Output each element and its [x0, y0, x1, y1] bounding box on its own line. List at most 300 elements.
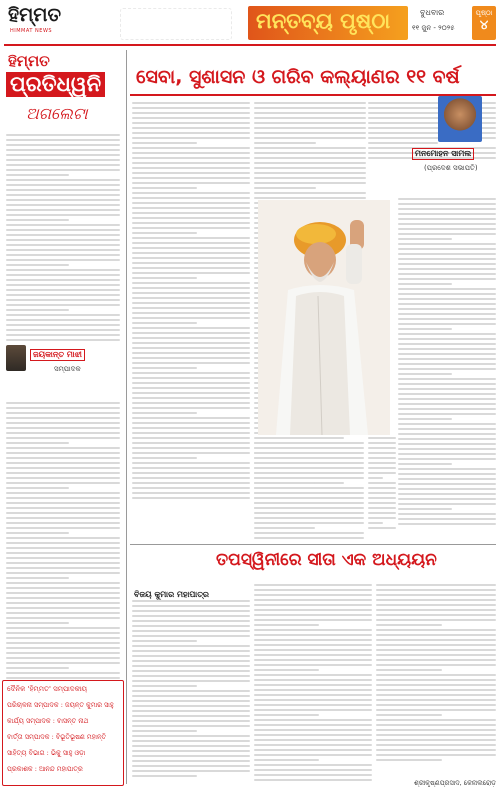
brand-script: ଅଗଲେଟା — [26, 104, 88, 123]
text-line — [398, 408, 496, 410]
text-line — [132, 417, 250, 419]
text-line — [254, 537, 364, 539]
text-line — [368, 467, 396, 469]
text-line — [398, 523, 496, 525]
column-divider — [126, 50, 127, 784]
text-line — [6, 219, 69, 221]
text-line — [132, 477, 250, 479]
brand-big: ପ୍ରତିଧ୍ୱନି — [6, 72, 105, 97]
text-line — [368, 492, 396, 494]
text-line — [254, 754, 372, 756]
text-line — [376, 629, 496, 631]
text-line — [254, 152, 366, 154]
text-line — [132, 422, 250, 424]
text-line — [368, 472, 396, 474]
text-line — [254, 684, 372, 686]
text-line — [132, 700, 250, 702]
text-line — [6, 662, 120, 664]
text-line — [6, 199, 120, 201]
leader-photo — [258, 200, 390, 435]
text-line — [254, 487, 364, 489]
text-line — [254, 482, 315, 484]
text-line — [398, 473, 496, 475]
text-line — [368, 497, 396, 499]
text-line — [6, 487, 69, 489]
text-line — [376, 674, 496, 676]
text-line — [398, 453, 496, 455]
text-line — [368, 477, 383, 479]
text-line — [132, 725, 250, 727]
text-line — [132, 117, 250, 119]
text-line — [132, 755, 250, 757]
text-line — [254, 477, 364, 479]
text-line — [132, 322, 197, 324]
text-line — [132, 447, 250, 449]
text-line — [6, 567, 120, 569]
text-line — [398, 303, 496, 305]
text-line — [398, 333, 496, 335]
text-line — [254, 137, 366, 139]
author-photo — [6, 345, 26, 371]
left-column-text-2 — [6, 400, 120, 720]
text-line — [376, 699, 496, 701]
text-line — [132, 192, 250, 194]
text-line — [376, 584, 496, 586]
text-line — [254, 112, 366, 114]
text-line — [6, 402, 120, 404]
text-line — [398, 428, 496, 430]
text-line — [132, 172, 250, 174]
text-line — [254, 527, 315, 529]
text-line — [132, 492, 250, 494]
second-byline: ବିଜୟ କୁମାର ମହାପାତ୍ର — [134, 590, 209, 599]
main-article-col-2c — [254, 440, 364, 540]
text-line — [398, 458, 496, 460]
text-line — [6, 144, 120, 146]
text-line — [6, 622, 69, 624]
text-line — [376, 634, 496, 636]
page-title: ମନ୍ତବ୍ୟ ପୃଷ୍ଠା — [256, 9, 391, 33]
text-line — [368, 462, 396, 464]
text-line — [132, 187, 197, 189]
text-line — [6, 547, 120, 549]
text-line — [254, 102, 366, 104]
text-line — [368, 487, 396, 489]
text-line — [132, 217, 250, 219]
text-line — [376, 644, 496, 646]
text-line — [132, 347, 250, 349]
text-line — [376, 649, 496, 651]
text-line — [132, 402, 250, 404]
text-line — [6, 482, 120, 484]
text-line — [398, 373, 452, 375]
text-line — [254, 649, 372, 651]
text-line — [254, 614, 372, 616]
text-line — [132, 680, 250, 682]
text-line — [6, 527, 120, 529]
text-line — [254, 599, 372, 601]
text-line — [6, 264, 69, 266]
text-line — [376, 689, 496, 691]
text-line — [398, 518, 496, 520]
text-line — [132, 232, 197, 234]
text-line — [376, 759, 442, 761]
text-line — [254, 472, 364, 474]
text-line — [132, 730, 197, 732]
text-line — [6, 617, 120, 619]
text-line — [376, 594, 496, 596]
text-line — [132, 770, 250, 772]
text-line — [6, 492, 120, 494]
text-line — [254, 452, 364, 454]
text-line — [6, 632, 120, 634]
text-line — [132, 377, 250, 379]
text-line — [132, 157, 250, 159]
text-line — [398, 203, 496, 205]
text-line — [6, 154, 120, 156]
text-line — [6, 457, 120, 459]
text-line — [254, 117, 366, 119]
text-line — [132, 407, 250, 409]
text-line — [6, 189, 120, 191]
text-line — [132, 367, 197, 369]
text-line — [254, 157, 366, 159]
text-line — [376, 734, 496, 736]
text-line — [132, 112, 250, 114]
text-line — [132, 167, 250, 169]
text-line — [398, 238, 452, 240]
text-line — [398, 508, 452, 510]
text-line — [6, 507, 120, 509]
text-line — [6, 462, 120, 464]
text-line — [254, 679, 372, 681]
text-line — [6, 472, 120, 474]
text-line — [132, 605, 250, 607]
text-line — [254, 714, 319, 716]
text-line — [376, 599, 496, 601]
text-line — [6, 194, 120, 196]
text-line — [6, 274, 120, 276]
text-line — [132, 362, 250, 364]
text-line — [6, 542, 120, 544]
text-line — [6, 517, 120, 519]
text-line — [6, 407, 120, 409]
text-line — [376, 664, 496, 666]
text-line — [398, 448, 496, 450]
text-line — [398, 468, 496, 470]
second-article-byline — [134, 582, 254, 599]
footer-note: ଶ୍ରୀକୃଷ୍ଣପ୍ରସାଦ, କେନାଲରୋଡ଼ — [414, 779, 496, 787]
second-headline-bar — [130, 548, 496, 576]
text-line — [254, 764, 372, 766]
text-line — [254, 609, 372, 611]
text-line — [6, 254, 120, 256]
text-line — [132, 705, 250, 707]
text-line — [254, 187, 316, 189]
text-line — [132, 122, 250, 124]
text-line — [6, 314, 120, 316]
text-line — [132, 452, 250, 454]
text-line — [132, 312, 250, 314]
text-line — [6, 259, 120, 261]
text-line — [132, 197, 250, 199]
text-line — [398, 488, 496, 490]
text-line — [6, 174, 69, 176]
text-line — [132, 660, 250, 662]
text-line — [6, 552, 120, 554]
page-number-box — [472, 6, 496, 40]
text-line — [132, 372, 250, 374]
text-line — [368, 437, 396, 439]
text-line — [6, 447, 120, 449]
text-line — [398, 498, 496, 500]
text-line — [132, 630, 250, 632]
text-line — [398, 288, 496, 290]
text-line — [132, 247, 250, 249]
text-line — [6, 637, 120, 639]
text-line — [254, 532, 364, 534]
text-line — [6, 324, 120, 326]
text-line — [376, 604, 496, 606]
text-line — [398, 443, 496, 445]
text-line — [376, 619, 496, 621]
second-article-col-2 — [254, 582, 372, 782]
text-line — [254, 604, 372, 606]
text-line — [132, 277, 197, 279]
text-line — [132, 147, 250, 149]
text-line — [132, 437, 250, 439]
text-line — [376, 714, 442, 716]
text-line — [376, 679, 496, 681]
text-line — [254, 447, 364, 449]
text-line — [6, 294, 120, 296]
text-line — [6, 204, 120, 206]
text-line — [6, 422, 120, 424]
text-line — [132, 670, 250, 672]
text-line — [254, 172, 366, 174]
text-line — [376, 624, 442, 626]
text-line — [6, 244, 120, 246]
text-line — [6, 587, 120, 589]
text-line — [132, 685, 197, 687]
logo-subtitle: HIMMAT NEWS — [10, 28, 53, 34]
text-line — [6, 667, 69, 669]
text-line — [254, 639, 372, 641]
text-line — [132, 457, 197, 459]
text-line — [398, 513, 496, 515]
text-line — [132, 152, 250, 154]
text-line — [376, 739, 496, 741]
text-line — [132, 462, 250, 464]
page-label: ପୃଷ୍ଠା — [475, 9, 493, 17]
text-line — [132, 442, 250, 444]
weekday: ବୁଧବାର — [420, 8, 445, 17]
text-line — [398, 218, 496, 220]
text-line — [376, 669, 442, 671]
text-line — [254, 502, 364, 504]
text-line — [6, 672, 120, 674]
text-line — [398, 278, 496, 280]
text-line — [132, 302, 250, 304]
text-line — [132, 262, 250, 264]
text-line — [6, 209, 120, 211]
text-line — [368, 457, 396, 459]
text-line — [254, 492, 364, 494]
text-line — [132, 107, 250, 109]
text-line — [254, 629, 372, 631]
text-line — [6, 677, 120, 679]
text-line — [132, 297, 250, 299]
text-line — [132, 690, 250, 692]
text-line — [6, 497, 120, 499]
text-line — [132, 412, 197, 414]
text-line — [254, 512, 364, 514]
text-line — [132, 497, 250, 499]
masthead — [0, 0, 500, 46]
text-line — [6, 537, 120, 539]
credits-line-0: ଦୈନିକ 'ହିମ୍ମତ' ସମ୍ପାଦକୀୟ — [7, 685, 88, 693]
author-name: ଜୟକାନ୍ତ ମାଝୀ — [30, 349, 85, 361]
text-line — [132, 760, 250, 762]
text-line — [398, 253, 496, 255]
text-line — [398, 338, 496, 340]
text-line — [6, 229, 120, 231]
text-line — [132, 387, 250, 389]
text-line — [254, 749, 372, 751]
text-line — [254, 719, 372, 721]
text-line — [6, 299, 120, 301]
text-line — [398, 388, 496, 390]
text-line — [398, 503, 496, 505]
text-line — [6, 452, 120, 454]
text-line — [132, 710, 250, 712]
text-line — [6, 289, 120, 291]
text-line — [132, 640, 197, 642]
text-line — [132, 482, 250, 484]
text-line — [132, 472, 250, 474]
main-headline-bar — [130, 64, 496, 96]
text-line — [132, 237, 250, 239]
text-line — [254, 664, 372, 666]
text-line — [398, 213, 496, 215]
text-line — [6, 412, 120, 414]
text-line — [132, 635, 250, 637]
text-line — [398, 478, 496, 480]
text-line — [398, 463, 452, 465]
text-line — [398, 228, 496, 230]
text-line — [6, 437, 120, 439]
text-line — [6, 602, 120, 604]
text-line — [132, 610, 250, 612]
text-line — [132, 212, 250, 214]
text-line — [6, 572, 120, 574]
author-role: ସମ୍ପାଦକ — [54, 365, 81, 373]
text-line — [132, 132, 250, 134]
text-line — [132, 750, 250, 752]
text-line — [398, 438, 496, 440]
text-line — [254, 654, 372, 656]
left-column-text — [6, 132, 120, 342]
text-line — [132, 287, 250, 289]
text-line — [398, 383, 496, 385]
main-author-role: (ପ୍ରଦେଶ ସଭାପତି) — [424, 164, 478, 172]
text-line — [254, 669, 319, 671]
text-line — [254, 734, 372, 736]
text-line — [398, 358, 496, 360]
credits-line-2: କାର୍ଯ୍ୟ ସମ୍ପାଦକ : ବାସନ୍ତ ନାଥ — [7, 717, 89, 725]
text-line — [132, 267, 250, 269]
text-line — [6, 522, 120, 524]
text-line — [6, 284, 120, 286]
text-line — [6, 224, 120, 226]
main-article-col-2 — [254, 100, 366, 210]
text-line — [6, 612, 120, 614]
text-line — [6, 532, 69, 534]
text-line — [6, 557, 120, 559]
text-line — [254, 594, 372, 596]
text-line — [132, 357, 250, 359]
text-line — [376, 639, 496, 641]
text-line — [368, 522, 383, 524]
column-brand-block — [4, 50, 122, 132]
text-line — [398, 318, 496, 320]
text-line — [132, 342, 250, 344]
text-line — [254, 724, 372, 726]
text-line — [398, 413, 496, 415]
text-line — [376, 654, 496, 656]
main-headline: ସେବା, ସୁଶାସନ ଓ ଗରିବ କଲ୍ୟାଣର ୧୧ ବର୍ଷ — [136, 66, 460, 88]
text-line — [132, 427, 250, 429]
text-line — [254, 497, 364, 499]
text-line — [6, 627, 120, 629]
text-line — [398, 363, 496, 365]
text-line — [368, 442, 396, 444]
text-line — [132, 720, 250, 722]
text-line — [254, 162, 366, 164]
text-line — [368, 452, 396, 454]
text-line — [132, 242, 250, 244]
text-line — [376, 589, 496, 591]
text-line — [254, 659, 372, 661]
text-line — [376, 724, 496, 726]
text-line — [132, 615, 250, 617]
text-line — [6, 184, 120, 186]
text-line — [6, 442, 69, 444]
text-line — [132, 695, 250, 697]
text-line — [6, 502, 120, 504]
text-line — [6, 134, 120, 136]
text-line — [254, 699, 372, 701]
text-line — [132, 127, 250, 129]
text-line — [254, 619, 372, 621]
text-line — [132, 665, 250, 667]
text-line — [398, 398, 496, 400]
text-line — [132, 397, 250, 399]
text-line — [368, 517, 396, 519]
text-line — [398, 353, 496, 355]
text-line — [132, 715, 250, 717]
text-line — [6, 417, 120, 419]
masthead-logo — [8, 4, 68, 34]
text-line — [254, 462, 364, 464]
text-line — [6, 339, 120, 341]
text-line — [6, 179, 120, 181]
text-line — [254, 132, 366, 134]
text-line — [132, 307, 250, 309]
masthead-rule — [4, 44, 496, 46]
text-line — [6, 652, 120, 654]
text-line — [132, 467, 250, 469]
